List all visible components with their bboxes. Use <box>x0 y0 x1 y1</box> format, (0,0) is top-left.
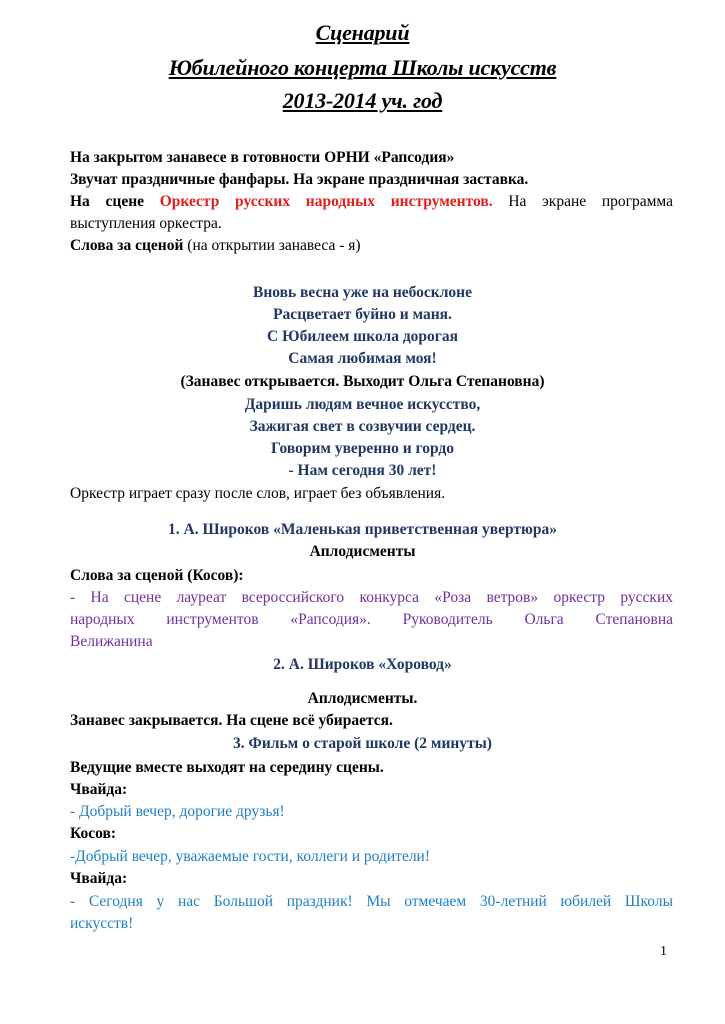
announcement-line-3: Велижанина <box>70 633 153 650</box>
program-item-1: 1. А. Широков «Маленькая приветственная увертюра» <box>168 521 557 538</box>
poem-line-6: Зажигая свет в созвучии сердец. <box>249 418 476 435</box>
intro-line-3 <box>70 191 673 213</box>
poem-line-3: С Юбилеем школа дорогая <box>267 328 458 345</box>
kosov-offstage-label: Слова за сценой (Косов): <box>70 567 244 584</box>
poem-line-4: Самая любимая моя! <box>288 350 437 367</box>
announcement-line-2: народных инструментов «Рапсодия». Руководитель Ольга Степановна <box>70 611 673 628</box>
offstage-words-note: (на открытии занавеса - я) <box>183 237 361 254</box>
announcement-line-1: - На сцене лауреат всероссийского конкурса «Роза ветров» оркестр русских <box>70 589 673 606</box>
orchestra-name: Оркестр русских народных инструментов. <box>159 193 493 210</box>
intro-line-4: выступления оркестра. <box>70 215 222 232</box>
reply-chvaida-2-line-1: - Сегодня у нас Большой праздник! Мы отмечаем 30-летний юбилей Школы <box>70 893 673 910</box>
reply-kosov: -Добрый вечер, уважаемые гости, коллеги и родители! <box>70 848 431 865</box>
speaker-chvaida-1: Чвайда: <box>70 781 128 798</box>
title-line-3: 2013-2014 уч. год <box>282 88 443 113</box>
page-number: 1 <box>660 944 667 959</box>
title-line-1: Сценарий <box>315 20 410 45</box>
poem-line-8: - Нам сегодня 30 лет! <box>288 462 437 479</box>
poem-line-7: Говорим уверенно и гордо <box>270 440 455 457</box>
hosts-enter: Ведущие вместе выходят на середину сцены. <box>70 759 384 776</box>
speaker-kosov: Косов: <box>70 825 116 842</box>
intro-line-2: Звучат праздничные фанфары. На экране праздничная заставка. <box>70 171 529 188</box>
reply-chvaida-2-line-2: искусств! <box>70 915 134 932</box>
intro-line-5 <box>70 235 673 257</box>
program-item-2: 2. А. Широков «Хоровод» <box>273 656 452 673</box>
poem-line-1: Вновь весна уже на небосклоне <box>252 284 472 301</box>
intro-screen-note: На экране программа <box>492 193 674 210</box>
stage-direction: (Занавес открывается. Выходит Ольга Степановна) <box>180 373 545 390</box>
program-item-3: 3. Фильм о старой школе (2 минуты) <box>233 735 492 752</box>
poem-line-2: Расцветает буйно и маня. <box>273 306 452 323</box>
reply-chvaida-1: - Добрый вечер, дорогие друзья! <box>70 803 285 820</box>
applause-1: Аплодисменты <box>309 543 416 560</box>
speaker-chvaida-2: Чвайда: <box>70 870 128 887</box>
poem-line-5: Даришь людям вечное искусство, <box>244 396 481 413</box>
orchestra-note: Оркестр играет сразу после слов, играет без объявления. <box>70 485 446 502</box>
title-line-2: Юбилейного концерта Школы искусств <box>168 55 557 80</box>
intro-line-1: На закрытом занавесе в готовности ОРНИ «Рапсодия» <box>70 149 455 166</box>
curtain-close: Занавес закрывается. На сцене всё убирается. <box>70 712 393 729</box>
offstage-words-label: Слова за сценой <box>70 237 184 254</box>
intro-stage-label: На сцене <box>70 193 160 210</box>
applause-2: Аплодисменты. <box>307 690 418 707</box>
